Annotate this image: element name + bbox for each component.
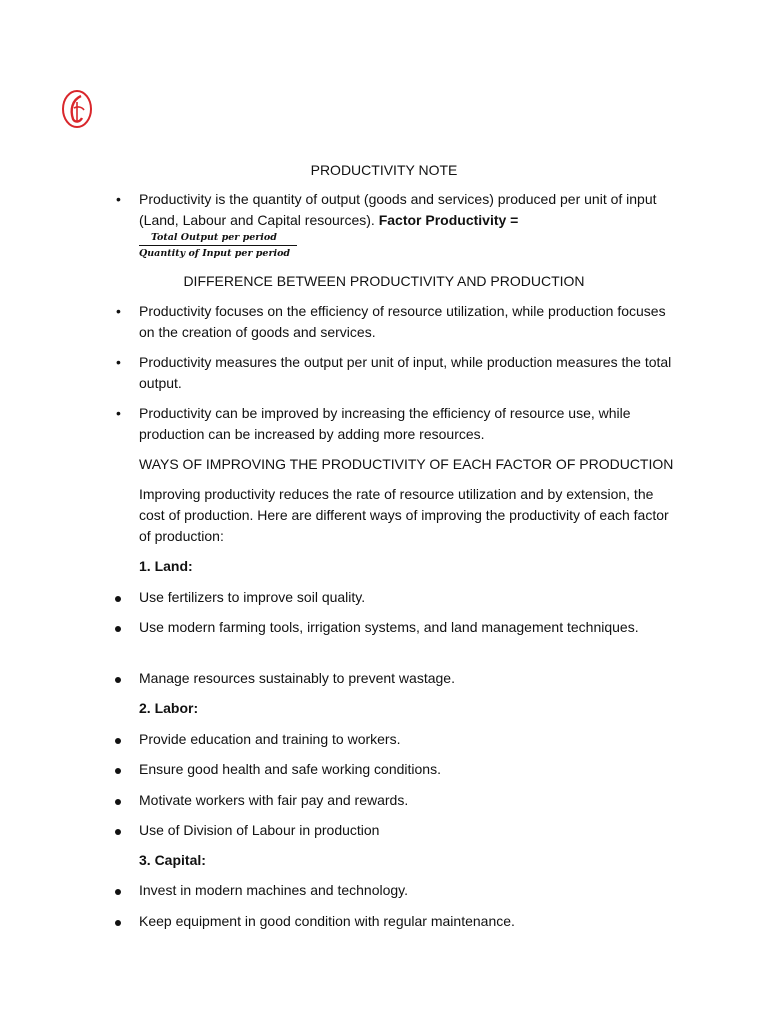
productivity-formula [139,232,297,260]
labor-item: Motivate workers with fair pay and rewards. [139,792,409,808]
formula-label: Factor Productivity = [378,212,519,228]
bullet-icon [115,889,121,895]
capital-heading: 3. Capital: [139,852,206,868]
labor-item: Ensure good health and safe working conditions. [139,761,441,777]
labor-item: Use of Division of Labour in production [139,822,380,838]
logo-icon [60,88,94,130]
land-item: Manage resources sustainably to prevent wastage. [139,670,455,686]
formula-numerator: Total Output per period [151,232,277,243]
difference-item: Productivity measures the output per unit of input, while production measures the total output. [139,354,672,391]
capital-item: Keep equipment in good condition with regular maintenance. [139,913,515,929]
difference-item: Productivity can be improved by increasing the efficiency of resource use, while production can be increased by adding more resources. [139,405,631,442]
land-heading: 1. Land: [139,558,193,574]
land-item: Use modern farming tools, irrigation systems, and land management techniques. [139,619,639,635]
page-title: PRODUCTIVITY NOTE [310,162,458,178]
ways-heading: WAYS OF IMPROVING THE PRODUCTIVITY OF EACH FACTOR OF PRODUCTION [139,456,674,472]
bullet-icon: • [116,405,121,421]
bullet-icon [115,738,121,744]
bullet-icon: • [116,354,121,370]
difference-item: Productivity focuses on the efficiency of resource utilization, while production focuses on the creation of goods and services. [139,303,666,340]
capital-item: Invest in modern machines and technology. [139,882,409,898]
labor-heading: 2. Labor: [139,700,199,716]
difference-heading: DIFFERENCE BETWEEN PRODUCTIVITY AND PRODUCTION [183,273,585,289]
labor-item: Provide education and training to workers. [139,731,401,747]
bullet-icon [115,920,121,926]
intro-paragraph [139,189,674,231]
formula-denominator: Quantity of Input per period [139,248,291,259]
fraction-bar [139,245,297,246]
bullet-icon [115,768,121,774]
bullet-icon [115,829,121,835]
bullet-icon: • [116,191,121,207]
intro-text: Productivity is the quantity of output (goods and services) produced per unit of input (Land, Labour and Capital resources). [139,191,657,228]
bullet-icon: • [116,303,121,319]
land-item: Use fertilizers to improve soil quality. [139,589,366,605]
bullet-icon [115,596,121,602]
bullet-icon [115,626,121,632]
bullet-icon [115,677,121,683]
ways-intro: Improving productivity reduces the rate of resource utilization and by extension, the cost of production. Here are different ways of improving the productivity of each factor of production: [139,486,669,544]
bullet-icon [115,799,121,805]
